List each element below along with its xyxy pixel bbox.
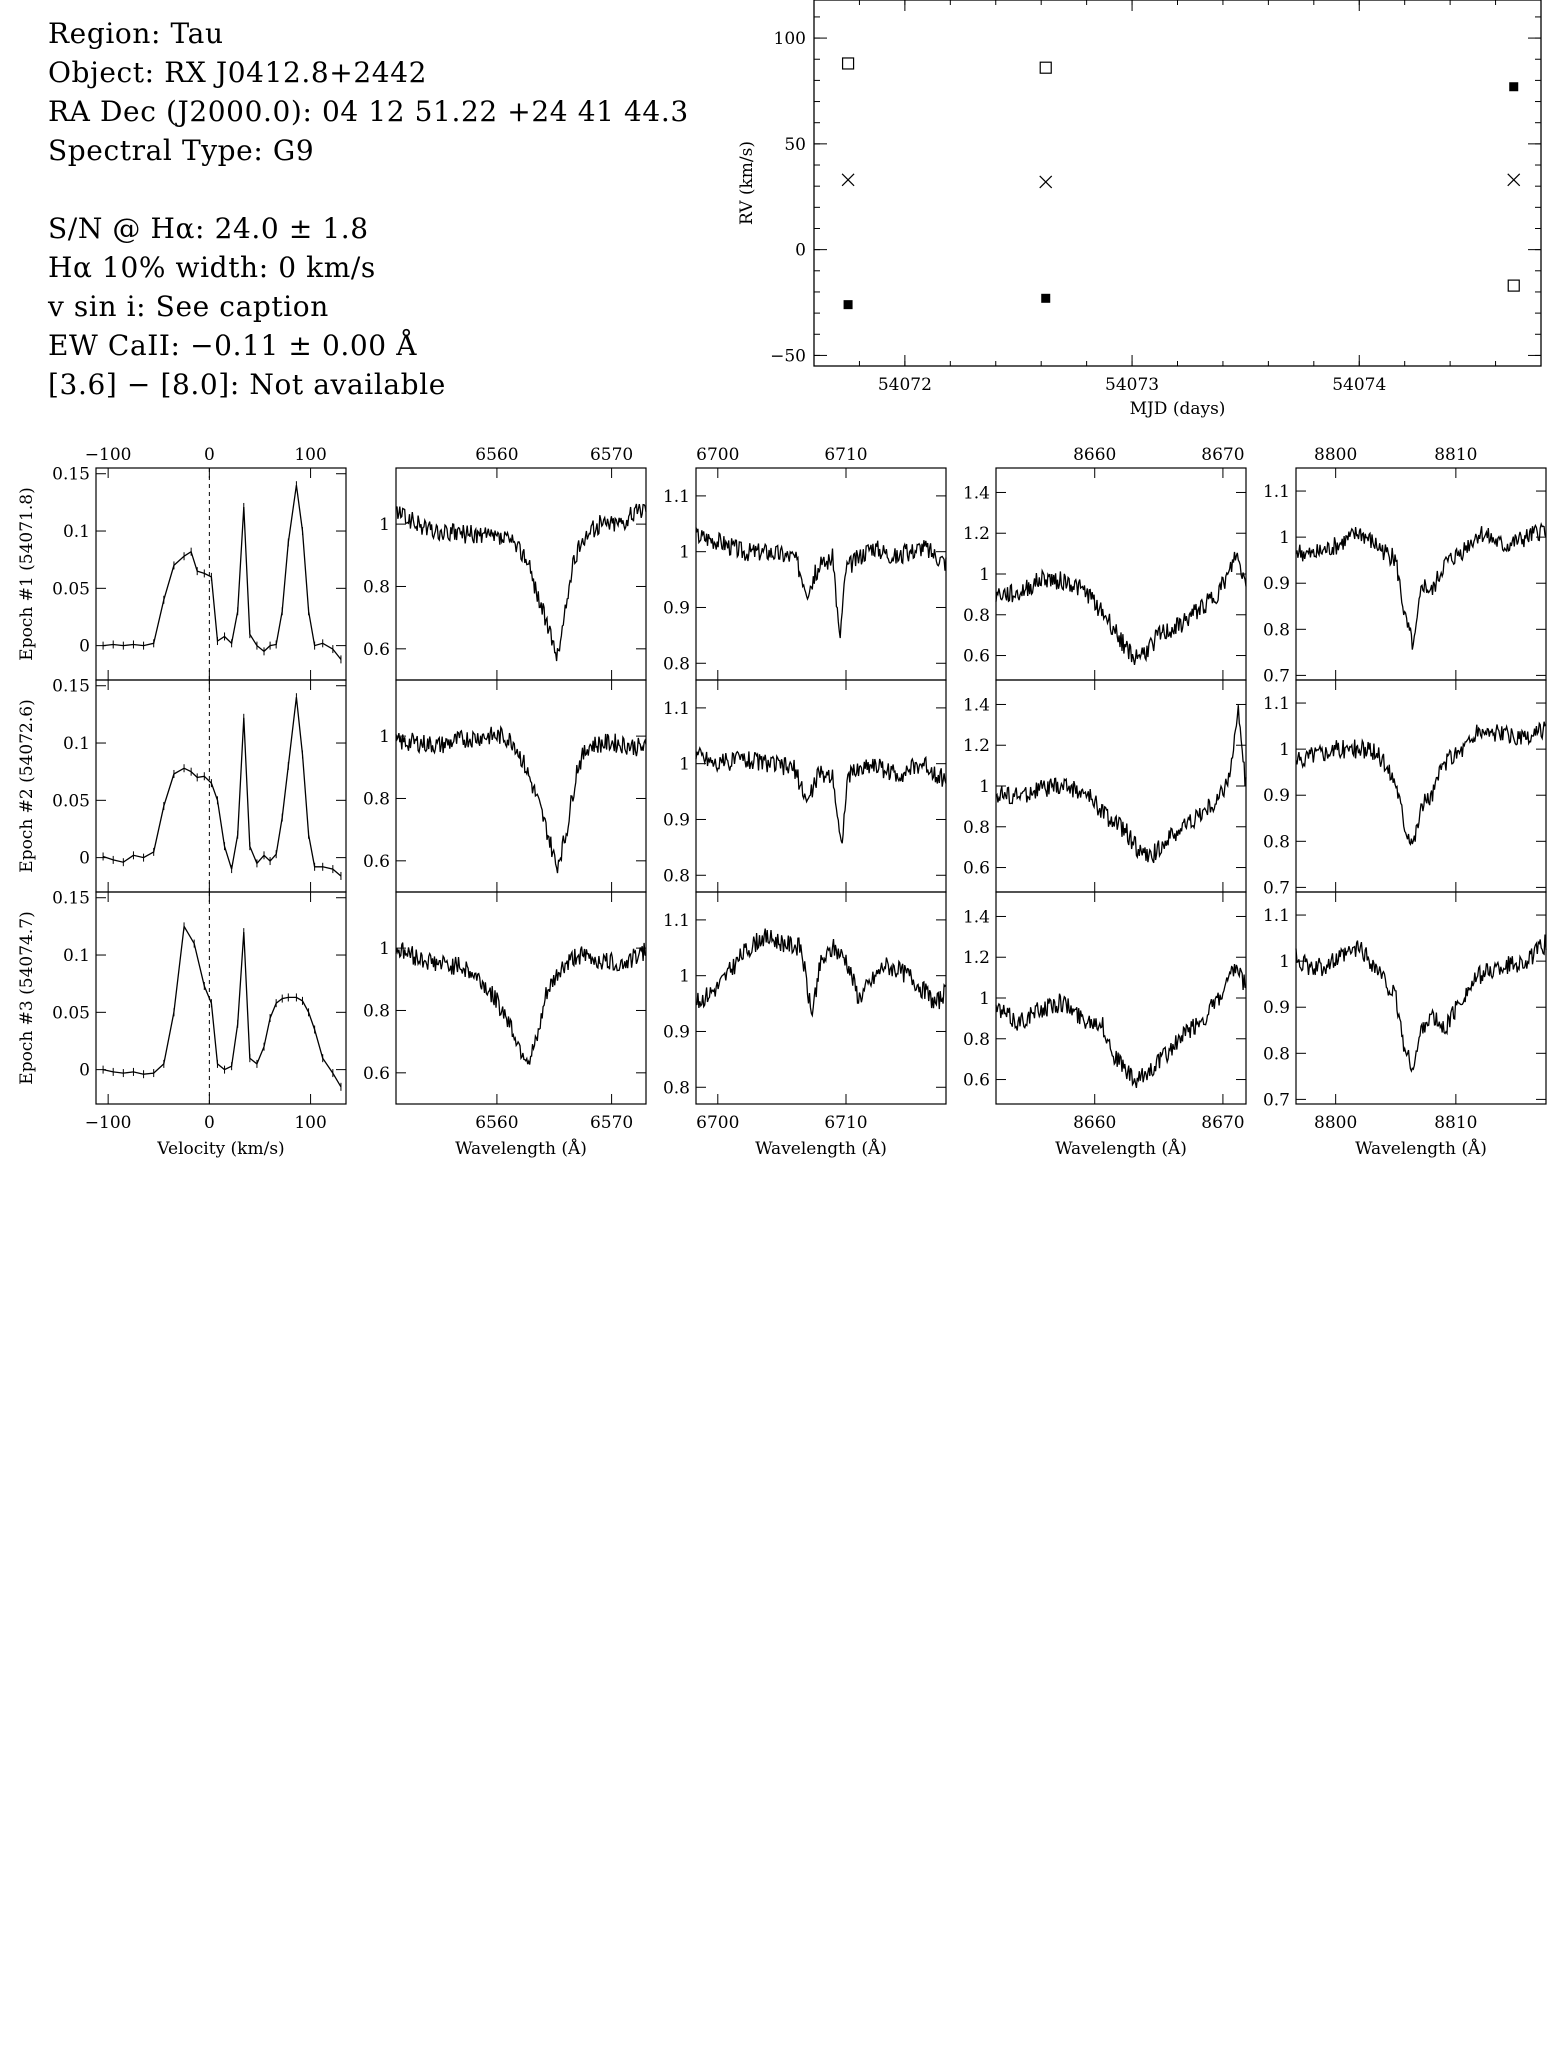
bottom-x-tick-label: 6570	[589, 1113, 634, 1133]
rv-plot-frame	[814, 0, 1541, 366]
spectrum-panel-frame	[1296, 892, 1546, 1104]
panel-y-tick-label: 0.05	[52, 579, 90, 600]
panel-y-tick-label: 0.8	[1262, 620, 1290, 641]
spectrum-line	[696, 929, 946, 1016]
top-x-tick-label: 8810	[1434, 445, 1478, 465]
panel-y-tick-label: 1.1	[1262, 694, 1290, 715]
spectrum-panel-frame	[1296, 468, 1546, 680]
panel-x-axis-label: Wavelength (Å)	[455, 1139, 587, 1159]
object-label: Object: RX J0412.8+2442	[48, 56, 428, 89]
panel-y-tick-label: 0.8	[662, 1078, 690, 1099]
top-x-tick-label: 8670	[1201, 445, 1245, 465]
rv-point-cross	[1508, 174, 1520, 186]
spectrum-panel-frame	[696, 892, 946, 1104]
panel-y-tick-label: 0.9	[662, 598, 690, 619]
rv-point-filled-square	[844, 300, 853, 309]
panel-y-tick-label: 0.7	[1262, 666, 1290, 687]
panel-y-tick-label: 1	[1279, 528, 1290, 549]
rv-point-open-square	[843, 58, 854, 69]
panel-y-tick-label: 1.2	[962, 736, 990, 757]
spectrum-panel-frame	[96, 680, 346, 892]
bottom-x-tick-label: 8800	[1314, 1113, 1358, 1133]
panel-y-tick-label: 0.9	[662, 810, 690, 831]
panel-y-tick-label: 1.1	[1262, 482, 1290, 503]
spectral-type-label: Spectral Type: G9	[48, 134, 315, 167]
radec-label: RA Dec (J2000.0): 04 12 51.22 +24 41 44.3	[48, 95, 689, 128]
panel-y-tick-label: 0.8	[1262, 832, 1290, 853]
panel-y-tick-label: 0.6	[362, 1063, 390, 1084]
panel-y-tick-label: 0.15	[52, 888, 90, 909]
spectrum-panel-frame	[1296, 680, 1546, 892]
panel-y-tick-label: 1	[979, 777, 990, 797]
bottom-x-tick-label: 8810	[1434, 1113, 1478, 1133]
top-x-tick-label: −100	[84, 445, 132, 465]
top-x-tick-label: 100	[294, 445, 327, 465]
rv-x-axis-label: MJD (days)	[1129, 399, 1226, 419]
spectrum-line	[103, 697, 341, 876]
panel-y-tick-label: 0.8	[962, 1029, 990, 1050]
panel-x-axis-label: Velocity (km/s)	[157, 1139, 285, 1159]
panel-y-tick-label: 0.1	[62, 946, 90, 967]
panel-y-tick-label: 0.8	[662, 866, 690, 887]
panel-y-tick-label: 1.1	[662, 486, 690, 507]
panel-y-tick-label: 0.7	[1262, 878, 1290, 899]
panel-y-tick-label: 1.4	[962, 907, 990, 928]
panel-y-tick-label: 1	[1279, 740, 1290, 761]
epoch-row-label: Epoch #1 (54071.8)	[17, 487, 37, 661]
spectrum-line	[103, 485, 341, 659]
panel-y-tick-label: 0.8	[1262, 1044, 1290, 1065]
panel-y-tick-label: 0.8	[362, 1001, 390, 1022]
panel-y-tick-label: 1	[679, 966, 690, 987]
panel-y-tick-label: 0.6	[362, 851, 390, 872]
panel-y-tick-label: 0	[79, 636, 90, 657]
rv-y-axis-label: RV (km/s)	[737, 140, 757, 226]
epoch-row-label: Epoch #2 (54072.6)	[17, 699, 37, 873]
info-spacer	[48, 170, 748, 209]
panel-y-tick-label: 0.1	[62, 734, 90, 755]
spectrum-line	[1296, 935, 1546, 1072]
panel-y-tick-label: 0.6	[962, 1070, 990, 1091]
spectrum-line	[996, 552, 1246, 665]
bottom-x-tick-label: 100	[294, 1113, 327, 1133]
spectrum-line	[396, 504, 646, 661]
panel-y-tick-label: 1	[979, 989, 990, 1009]
panel-y-tick-label: 0.7	[1262, 1090, 1290, 1111]
panel-y-tick-label: 0	[79, 848, 90, 869]
halpha-width-label: Hα 10% width: 0 km/s	[48, 251, 376, 284]
panel-y-tick-label: 1.2	[962, 524, 990, 545]
rv-point-cross	[1040, 176, 1052, 188]
spectrum-line	[996, 705, 1246, 863]
spectrum-line	[1296, 722, 1546, 845]
spectrum-panel-frame	[696, 680, 946, 892]
bottom-x-tick-label: 0	[203, 1113, 215, 1133]
panel-x-axis-label: Wavelength (Å)	[1355, 1139, 1487, 1159]
rv-y-tick-label: 0	[795, 240, 806, 261]
region-label: Region: Tau	[48, 17, 224, 50]
rv-point-filled-square	[1041, 294, 1050, 303]
top-x-tick-label: 6560	[475, 445, 519, 465]
bottom-x-tick-label: −100	[84, 1113, 132, 1133]
spectrum-panel-frame	[396, 680, 646, 892]
spectrum-panel-frame	[996, 680, 1246, 892]
panel-y-tick-label: 0.9	[1262, 574, 1290, 595]
spectrum-line	[1296, 524, 1546, 650]
top-x-tick-label: 6710	[824, 445, 868, 465]
spectra-grid-chart	[0, 438, 1547, 1178]
spectrum-panel-frame	[396, 892, 646, 1104]
panel-y-tick-label: 0.05	[52, 1003, 90, 1024]
panel-y-tick-label: 0.8	[962, 605, 990, 626]
top-x-tick-label: 0	[203, 445, 215, 465]
bottom-x-tick-label: 6710	[824, 1113, 868, 1133]
panel-y-tick-label: 0.9	[662, 1022, 690, 1043]
rv-y-tick-label: −50	[770, 346, 806, 367]
panel-y-tick-label: 1.4	[962, 483, 990, 504]
rv-y-tick-label: 100	[773, 29, 806, 50]
panel-y-tick-label: 0.9	[1262, 786, 1290, 807]
panel-y-tick-label: 1	[379, 727, 390, 748]
panel-y-tick-label: 1.1	[1262, 906, 1290, 927]
panel-y-tick-label: 1	[379, 515, 390, 536]
panel-y-tick-label: 0	[79, 1060, 90, 1081]
vsini-label: v sin i: See caption	[48, 290, 329, 323]
rv-x-tick-label: 54074	[1332, 375, 1387, 395]
panel-y-tick-label: 0.9	[1262, 998, 1290, 1019]
irac-color-label: [3.6] − [8.0]: Not available	[48, 368, 446, 401]
panel-y-tick-label: 0.8	[962, 817, 990, 838]
rv-y-tick-label: 50	[784, 134, 806, 155]
panel-x-axis-label: Wavelength (Å)	[755, 1139, 887, 1159]
panel-y-tick-label: 0.15	[52, 464, 90, 485]
bottom-x-tick-label: 8660	[1073, 1113, 1117, 1133]
spectrum-line	[696, 528, 946, 639]
spectrum-panel-frame	[696, 468, 946, 680]
panel-y-tick-label: 1.2	[962, 948, 990, 969]
spectrum-panel-frame	[996, 892, 1246, 1104]
top-x-tick-label: 8800	[1314, 445, 1358, 465]
signal-to-noise-label: S/N @ Hα: 24.0 ± 1.8	[48, 212, 369, 245]
spectrum-line	[396, 943, 646, 1065]
spectrum-panel-frame	[396, 468, 646, 680]
panel-y-tick-label: 0.8	[362, 789, 390, 810]
spectrum-line	[696, 748, 946, 843]
rv-point-open-square	[1040, 62, 1051, 73]
ew-caii-label: EW CaII: −0.11 ± 0.00 Å	[48, 329, 418, 362]
rv-chart	[730, 0, 1547, 420]
object-info-block	[48, 14, 748, 404]
panel-y-tick-label: 1.1	[662, 910, 690, 931]
spectrum-line	[103, 926, 341, 1086]
rv-point-open-square	[1508, 280, 1519, 291]
rv-point-filled-square	[1509, 82, 1518, 91]
top-x-tick-label: 6700	[696, 445, 740, 465]
panel-y-tick-label: 0.05	[52, 791, 90, 812]
panel-y-tick-label: 0.1	[62, 522, 90, 543]
panel-y-tick-label: 1	[379, 939, 390, 960]
rv-point-cross	[842, 174, 854, 186]
panel-y-tick-label: 0.6	[962, 646, 990, 667]
rv-x-tick-label: 54072	[877, 375, 932, 395]
top-x-tick-label: 6570	[589, 445, 634, 465]
spectrum-panel-frame	[996, 468, 1246, 680]
rv-x-tick-label: 54073	[1105, 375, 1160, 395]
bottom-x-tick-label: 6560	[475, 1113, 519, 1133]
top-x-tick-label: 8660	[1073, 445, 1117, 465]
panel-y-tick-label: 1	[979, 565, 990, 585]
bottom-x-tick-label: 6700	[696, 1113, 740, 1133]
spectrum-line	[396, 727, 646, 873]
panel-x-axis-label: Wavelength (Å)	[1055, 1139, 1187, 1159]
panel-y-tick-label: 1	[679, 542, 690, 563]
panel-y-tick-label: 1.1	[662, 698, 690, 719]
panel-y-tick-label: 1.4	[962, 695, 990, 716]
panel-y-tick-label: 0.8	[662, 654, 690, 675]
panel-y-tick-label: 0.15	[52, 676, 90, 697]
bottom-x-tick-label: 8670	[1201, 1113, 1245, 1133]
panel-y-tick-label: 0.8	[362, 577, 390, 598]
panel-y-tick-label: 0.6	[962, 858, 990, 879]
panel-y-tick-label: 1	[679, 754, 690, 775]
panel-y-tick-label: 0.6	[362, 639, 390, 660]
panel-y-tick-label: 1	[1279, 952, 1290, 973]
spectrum-line	[996, 964, 1246, 1088]
epoch-row-label: Epoch #3 (54074.7)	[17, 911, 37, 1085]
